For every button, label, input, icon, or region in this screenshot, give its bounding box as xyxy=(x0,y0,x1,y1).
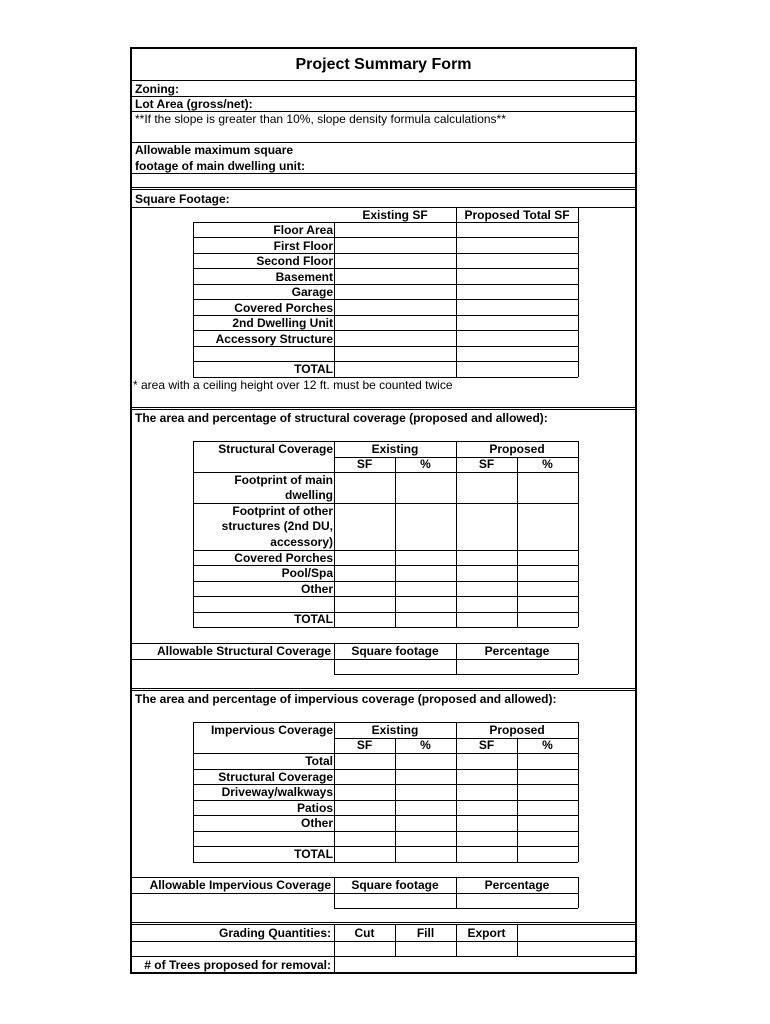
impervious-existing-pct: % xyxy=(420,738,431,752)
sf-row-accessory-structure: Accessory Structure xyxy=(215,332,333,346)
impervious-existing-sf: SF xyxy=(356,738,373,752)
sf-row-2nd-dwelling-unit: 2nd Dwelling Unit xyxy=(232,316,333,330)
impervious-row-patios: Patios xyxy=(296,801,333,815)
slope-note: **If the slope is greater than 10%, slope density formula calculations** xyxy=(135,112,506,126)
grading-fill: Fill xyxy=(416,926,435,940)
sf-col-proposed: Proposed Total SF xyxy=(464,208,570,222)
impervious-row-structural-coverage: Structural Coverage xyxy=(218,770,333,784)
sf-row-basement: Basement xyxy=(275,270,333,284)
sf-total-label: TOTAL xyxy=(294,362,333,376)
impervious-proposed-sf: SF xyxy=(478,738,495,752)
structural-existing-header: Existing xyxy=(371,442,419,456)
impervious-col-label: Impervious Coverage xyxy=(210,723,333,737)
impervious-row-driveway: Driveway/walkways xyxy=(221,785,333,799)
structural-col-label: Structural Coverage xyxy=(218,442,333,456)
grading-export: Export xyxy=(467,926,506,940)
structural-total-label: TOTAL xyxy=(294,612,333,626)
structural-row-covered-porches: Covered Porches xyxy=(234,551,333,565)
impervious-proposed-pct: % xyxy=(542,738,553,752)
trees-label: # of Trees proposed for removal: xyxy=(144,958,331,972)
structural-row-main-1: Footprint of main xyxy=(234,473,333,487)
impervious-row-other: Other xyxy=(300,816,333,830)
structural-proposed-sf: SF xyxy=(478,457,495,471)
structural-existing-pct: % xyxy=(420,457,431,471)
grading-label: Grading Quantities: xyxy=(218,926,331,940)
impervious-existing-header: Existing xyxy=(371,723,419,737)
impervious-row-total: Total xyxy=(305,754,333,768)
structural-row-main-2: dwelling xyxy=(285,488,333,502)
lot-area-label: Lot Area (gross/net): xyxy=(135,97,253,111)
allowable-structural-label: Allowable Structural Coverage xyxy=(156,644,331,658)
sf-row-garage: Garage xyxy=(291,285,333,299)
impervious-heading: The area and percentage of impervious coverage (proposed and allowed): xyxy=(135,692,557,706)
impervious-proposed-header: Proposed xyxy=(489,723,545,737)
allowable-structural-sf: Square footage xyxy=(351,644,439,658)
allowable-impervious-pct: Percentage xyxy=(484,878,550,892)
structural-row-pool-spa: Pool/Spa xyxy=(281,566,333,580)
project-summary-form xyxy=(130,47,637,974)
structural-row-other: Other xyxy=(300,582,333,596)
structural-proposed-pct: % xyxy=(542,457,553,471)
allowable-impervious-label: Allowable Impervious Coverage xyxy=(149,878,331,892)
allowable-impervious-sf: Square footage xyxy=(351,878,439,892)
grading-cut: Cut xyxy=(354,926,375,940)
allowable-structural-pct: Percentage xyxy=(484,644,550,658)
structural-existing-sf: SF xyxy=(356,457,373,471)
sf-col-existing: Existing SF xyxy=(362,208,428,222)
square-footage-heading: Square Footage: xyxy=(135,192,230,206)
sf-row-second-floor: Second Floor xyxy=(256,254,333,268)
structural-row-other-2: structures (2nd DU, xyxy=(221,519,333,533)
sf-row-covered-porches: Covered Porches xyxy=(234,301,333,315)
form-title: Project Summary Form xyxy=(295,56,472,73)
sf-footnote: * area with a ceiling height over 12 ft. must be counted twice xyxy=(133,378,453,392)
impervious-total-label: TOTAL xyxy=(294,847,333,861)
structural-proposed-header: Proposed xyxy=(489,442,545,456)
sf-row-first-floor: First Floor xyxy=(273,239,333,253)
structural-row-other-1: Footprint of other xyxy=(232,504,333,518)
allowable-max-label-1: Allowable maximum square xyxy=(135,143,294,157)
structural-row-other-3: accessory) xyxy=(270,535,333,549)
zoning-label: Zoning: xyxy=(135,82,179,96)
allowable-max-label-2: footage of main dwelling unit: xyxy=(135,159,305,173)
structural-heading: The area and percentage of structural coverage (proposed and allowed): xyxy=(135,411,548,425)
sf-row-floor-area: Floor Area xyxy=(273,223,333,237)
